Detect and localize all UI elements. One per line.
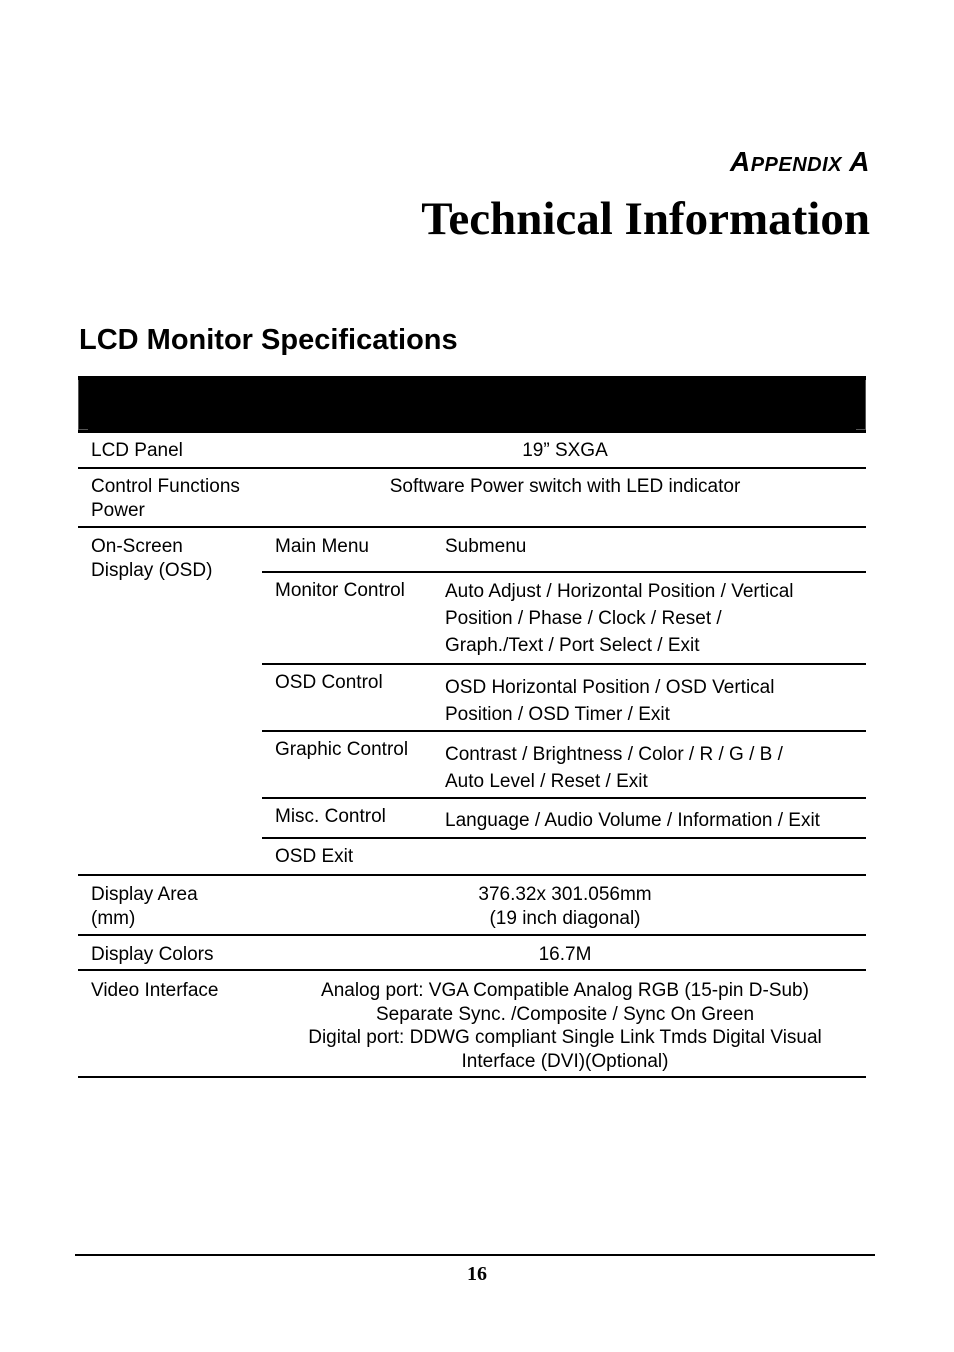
page-number: 16: [467, 1263, 487, 1285]
footer-rule: [75, 1254, 875, 1256]
osd-menu-osd-exit: OSD Exit: [275, 846, 354, 867]
page-title: Technical Information: [421, 193, 870, 245]
video-interface-value: Analog port: VGA Compatible Analog RGB (15-pin D-Sub) Separate Sync. /Composite / Sync On Green Digital port: DDWG compliant Single Link Tmds Digital Visual Interface (DVI)(Optional): [308, 980, 822, 1072]
osd-menu-monitor-control: Monitor Control: [275, 580, 405, 601]
control-functions-label: Control Functions Power: [91, 476, 240, 521]
osd-submenu-graphic-control: Contrast / Brightness / Color / R / G / B / Auto Level / Reset / Exit: [445, 744, 783, 792]
table-header-bar: [78, 376, 866, 433]
osd-submenu-misc-control: Language / Audio Volume / Information / Exit: [445, 810, 820, 831]
lcd-panel-label: LCD Panel: [91, 440, 183, 461]
osd-menu-graphic-control: Graphic Control: [275, 739, 409, 760]
display-colors-label: Display Colors: [91, 944, 214, 965]
video-interface-label: Video Interface: [91, 980, 219, 1001]
display-colors-value: 16.7M: [538, 944, 592, 965]
osd-menu-misc-control: Misc. Control: [275, 806, 386, 827]
osd-submenu-monitor-control: Auto Adjust / Horizontal Position / Vertical Position / Phase / Clock / Reset / Graph./Text / Port Select / Exit: [445, 581, 794, 656]
spec-table: [78, 376, 866, 433]
lcd-panel-value: 19” SXGA: [522, 440, 608, 461]
appendix-heading: APPENDIX A: [729, 146, 870, 177]
osd-label: On-Screen Display (OSD): [91, 536, 213, 581]
osd-menu-osd-control: OSD Control: [275, 672, 383, 693]
osd-submenu-osd-control: OSD Horizontal Position / OSD Vertical Position / OSD Timer / Exit: [445, 677, 775, 725]
osd-main-menu-header: Main Menu: [275, 536, 369, 557]
display-area-label: Display Area (mm): [91, 884, 198, 929]
display-area-value: 376.32x 301.056mm (19 inch diagonal): [478, 884, 652, 929]
control-functions-value: Software Power switch with LED indicator: [389, 476, 741, 497]
osd-submenu-header: Submenu: [445, 536, 527, 557]
section-title: LCD Monitor Specifications: [79, 324, 458, 356]
